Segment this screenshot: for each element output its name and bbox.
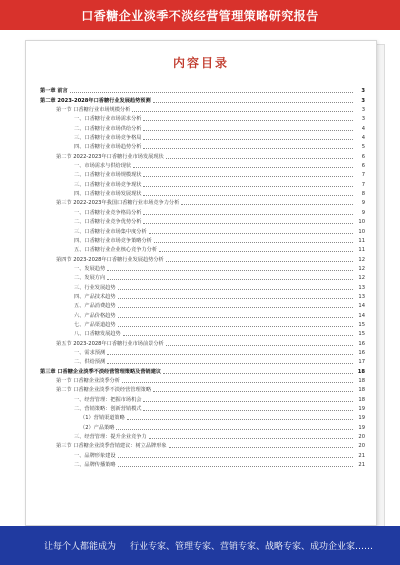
toc-entry-text: 第五节 2023-2028年口香糖行业市场前景分析 [56,340,164,347]
toc-page-number: 18 [357,368,365,375]
toc-leader-dots [143,409,353,411]
toc-page-number: 20 [358,434,365,441]
toc-entry-text: 二、发展方向 [74,275,106,282]
toc-page-number: 12 [358,275,365,282]
toc-entry[interactable] [40,319,365,328]
toc-leader-dots [181,203,353,205]
toc-page-number: 18 [358,396,365,403]
page-sheet [25,40,377,526]
toc-entry-text: 三、经营管理：提升企业竞争力 [74,434,147,441]
toc-leader-dots [118,316,353,318]
toc-entry[interactable] [40,197,365,206]
toc-page-number: 3 [361,88,365,95]
footer-bar [0,526,400,565]
toc-leader-dots [154,241,353,243]
header-bar [0,0,400,30]
toc-entry[interactable] [40,431,365,440]
toc-leader-dots [166,344,353,346]
toc-page-number: 4 [361,135,365,142]
toc-page-number: 20 [358,443,365,450]
toc-page-number: 16 [358,349,365,356]
toc-entry[interactable] [40,141,365,150]
toc-entry-text: 六、产品价格趋势 [74,312,116,319]
toc-leader-dots [143,194,353,196]
footer-slogan-right: 行业专家、管理专家、营销专家、战略专家、成功企业家…… [130,542,374,552]
toc-leader-dots [107,269,353,271]
toc-entry[interactable] [40,375,365,384]
toc-entry-text: 第一章 前言 [40,88,68,95]
toc-leader-dots [143,138,353,140]
toc-leader-dots [149,232,353,234]
toc-entry-text: 二、品牌传播策略 [74,462,116,469]
toc-entry[interactable] [40,188,365,197]
toc-entry-text: 第二节 口香糖企业淡季不淡经营管理策略 [56,387,152,394]
toc-page-number: 8 [361,191,365,198]
toc-entry-text: 第三节 口香糖企业淡季营销建议：树立品牌形象 [56,443,167,450]
toc-leader-dots [132,110,353,112]
toc-entry-text: （1）营销渠道策略 [80,415,125,422]
toc-page-number: 14 [358,312,365,319]
toc-entry-text: 一、发展趋势 [74,265,106,272]
toc-entry[interactable] [40,235,365,244]
toc-leader-dots [143,147,353,149]
toc-leader-dots [118,288,353,290]
toc-entry[interactable] [40,272,365,281]
toc-entry-text: 二、口香糖行业竞争优势分析 [74,219,142,226]
toc-entry[interactable] [40,449,365,458]
toc-entry-text: 一、口香糖行业竞争格局分析 [74,209,142,216]
toc-entry-text: 二、供给预测 [74,359,106,366]
toc-entry-text: 第一节 口香糖企业淡季分析 [56,378,120,384]
toc-entry[interactable] [40,356,365,365]
toc-leader-dots [163,372,353,374]
toc-leader-dots [143,185,353,187]
toc-entry-text: 八、口香糖发展趋势 [74,331,121,338]
toc-leader-dots [118,306,353,308]
toc-entry-text: 五、口香糖行业企业核心竞争力分析 [74,247,158,254]
toc-page-number: 4 [361,125,365,132]
toc-entry-text: 第三节 2022-2023年我国口香糖行业市场竞争力分析 [56,200,180,207]
toc-page-number: 19 [358,406,365,413]
toc-entry[interactable] [40,160,365,169]
toc-entry[interactable] [40,104,365,113]
toc-entry[interactable] [40,94,365,103]
toc-leader-dots [118,297,353,299]
toc-page-number: 13 [358,293,365,300]
toc-entry[interactable] [40,85,365,94]
toc-entry-text: 一、口香糖行业市场需求分析 [74,116,142,123]
toc-entry-text: 五、产品消费趋势 [74,303,116,310]
toc-leader-dots [118,456,353,458]
toc-page-number: 3 [361,97,365,104]
toc-entry[interactable] [40,459,365,468]
toc-page-number: 14 [358,303,365,310]
toc-entry-text: 三、口香糖行业市场竞争格局 [74,135,142,142]
toc-entry[interactable] [40,412,365,421]
toc-page-number: 18 [358,387,365,394]
toc-page-number: 19 [358,424,365,431]
toc-entry[interactable] [40,244,365,253]
toc-page-number: 13 [358,284,365,291]
toc-entry[interactable] [40,263,365,272]
toc-page-number: 21 [358,452,365,459]
toc-entry-text: 二、营销策略：创新营销模式 [74,406,142,413]
toc-entry[interactable] [40,113,365,122]
toc-entry-text: 三、口香糖行业市场集中度分析 [74,228,147,235]
toc-entry[interactable] [40,169,365,178]
toc-leader-dots [122,381,353,383]
toc-page-number: 15 [358,321,365,328]
toc-page-number: 3 [361,107,365,114]
toc-leader-dots [143,222,353,224]
toc-leader-dots [133,166,353,168]
toc-entry[interactable] [40,122,365,131]
toc-entry-text: 二、口香糖行业市场规模现状 [74,172,142,179]
toc-entry[interactable] [40,393,365,402]
toc-entry-text: 第二章 2023-2028年口香糖行业发展趋势预测 [40,97,151,104]
toc-entry-text: 三、行业发展趋势 [74,284,116,291]
toc-entry-text: 四、口香糖行业市场竞争策略分析 [74,237,152,244]
toc-page-number: 3 [361,116,365,123]
toc-leader-dots [118,465,353,467]
document-page [25,40,377,526]
footer-slogan-left: 让每个人都能成为 [44,542,117,552]
toc-entry-text: 第四节 2023-2028年口香糖行业发展趋势分析 [56,256,164,263]
toc-page-number: 7 [361,172,365,179]
toc-entry[interactable] [40,365,365,374]
toc-entry[interactable] [40,291,365,300]
toc-page-number: 9 [361,200,365,207]
toc-entry-text: 第三章 口香糖企业淡季不淡经营管理策略及营销建议 [40,368,162,375]
toc-leader-dots [123,334,353,336]
toc-title: 内容目录 [172,56,229,70]
toc-leader-dots [143,129,353,131]
toc-leader-dots [118,325,353,327]
toc-entry[interactable] [40,440,365,449]
toc-entry[interactable] [40,337,365,346]
toc-entry[interactable] [40,132,365,141]
report-title: 口香糖企业淡季不淡经营管理策略研究报告 [81,8,319,23]
toc-page-number: 15 [358,331,365,338]
toc-entry[interactable] [40,421,365,430]
toc-entry-text: 四、口香糖行业市场趋势分析 [74,144,142,151]
toc-page-number: 21 [358,462,365,469]
toc-page-number: 6 [361,153,365,160]
toc-page-number: 16 [358,340,365,347]
toc-entry[interactable] [40,206,365,215]
toc-entry-text: 第二节 2022-2023年口香糖行业市场发展现状 [56,153,164,160]
toc-entry-text: 三、口香糖行业市场竞争现状 [74,181,142,188]
toc-page-number: 7 [361,181,365,188]
toc-entry-text: 第一节 口香糖行业市场规模分析 [56,107,131,114]
toc-leader-dots [143,175,353,177]
toc-leader-dots [166,260,353,262]
toc-leader-dots [153,390,353,392]
toc-page-number: 18 [358,378,365,384]
toc-page-number: 11 [358,237,365,244]
toc-entry[interactable] [40,281,365,290]
toc-page-number: 12 [358,256,365,263]
toc-entry[interactable] [40,253,365,262]
toc-entry-text: 七、产品渠道趋势 [74,321,116,328]
toc-page-number: 5 [361,144,365,151]
toc-entry-text: 一、需求预测 [74,349,106,356]
toc-entry-text: 二、口香糖行业市场供给分析 [74,125,142,132]
toc-page-number: 9 [361,209,365,216]
toc-leader-dots [107,353,353,355]
toc-entry[interactable] [40,216,365,225]
toc-entry-text: 一、市场需求与供给现状 [74,163,132,170]
toc-leader-dots [153,101,353,103]
toc-leader-dots [143,119,353,121]
toc-leader-dots [143,400,353,402]
toc-entry[interactable] [40,309,365,318]
toc-entry[interactable] [40,225,365,234]
toc-page-number: 10 [358,228,365,235]
toc-leader-dots [149,437,353,439]
toc-entry[interactable] [40,150,365,159]
toc-entry[interactable] [40,403,365,412]
toc-leader-dots [143,213,353,215]
toc-leader-dots [107,362,353,364]
toc-entry[interactable] [40,384,365,393]
toc-page-number: 12 [358,265,365,272]
toc-entry[interactable] [40,347,365,356]
toc-leader-dots [107,278,353,280]
toc-entry-text: 四、产品技术趋势 [74,293,116,300]
toc-page-number: 11 [358,247,365,254]
toc-list [40,85,365,468]
toc-entry-text: （2）产品策略 [80,424,115,431]
toc-leader-dots [166,157,353,159]
toc-entry[interactable] [40,300,365,309]
toc-leader-dots [159,250,353,252]
toc-leader-dots [70,91,353,93]
toc-entry[interactable] [40,178,365,187]
toc-leader-dots [116,428,353,430]
toc-entry-text: 四、口香糖行业市场发展现状 [74,191,142,198]
toc-entry-text: 一、经营管理：把握市场机会 [74,396,142,403]
toc-entry-text: 一、品牌形象建设 [74,452,116,459]
toc-leader-dots [127,418,353,420]
toc-entry[interactable] [40,328,365,337]
toc-page-number: 17 [358,359,365,366]
toc-page-number: 10 [358,219,365,226]
toc-page-number: 6 [361,163,365,170]
toc-leader-dots [169,446,353,448]
toc-page-number: 19 [358,415,365,422]
